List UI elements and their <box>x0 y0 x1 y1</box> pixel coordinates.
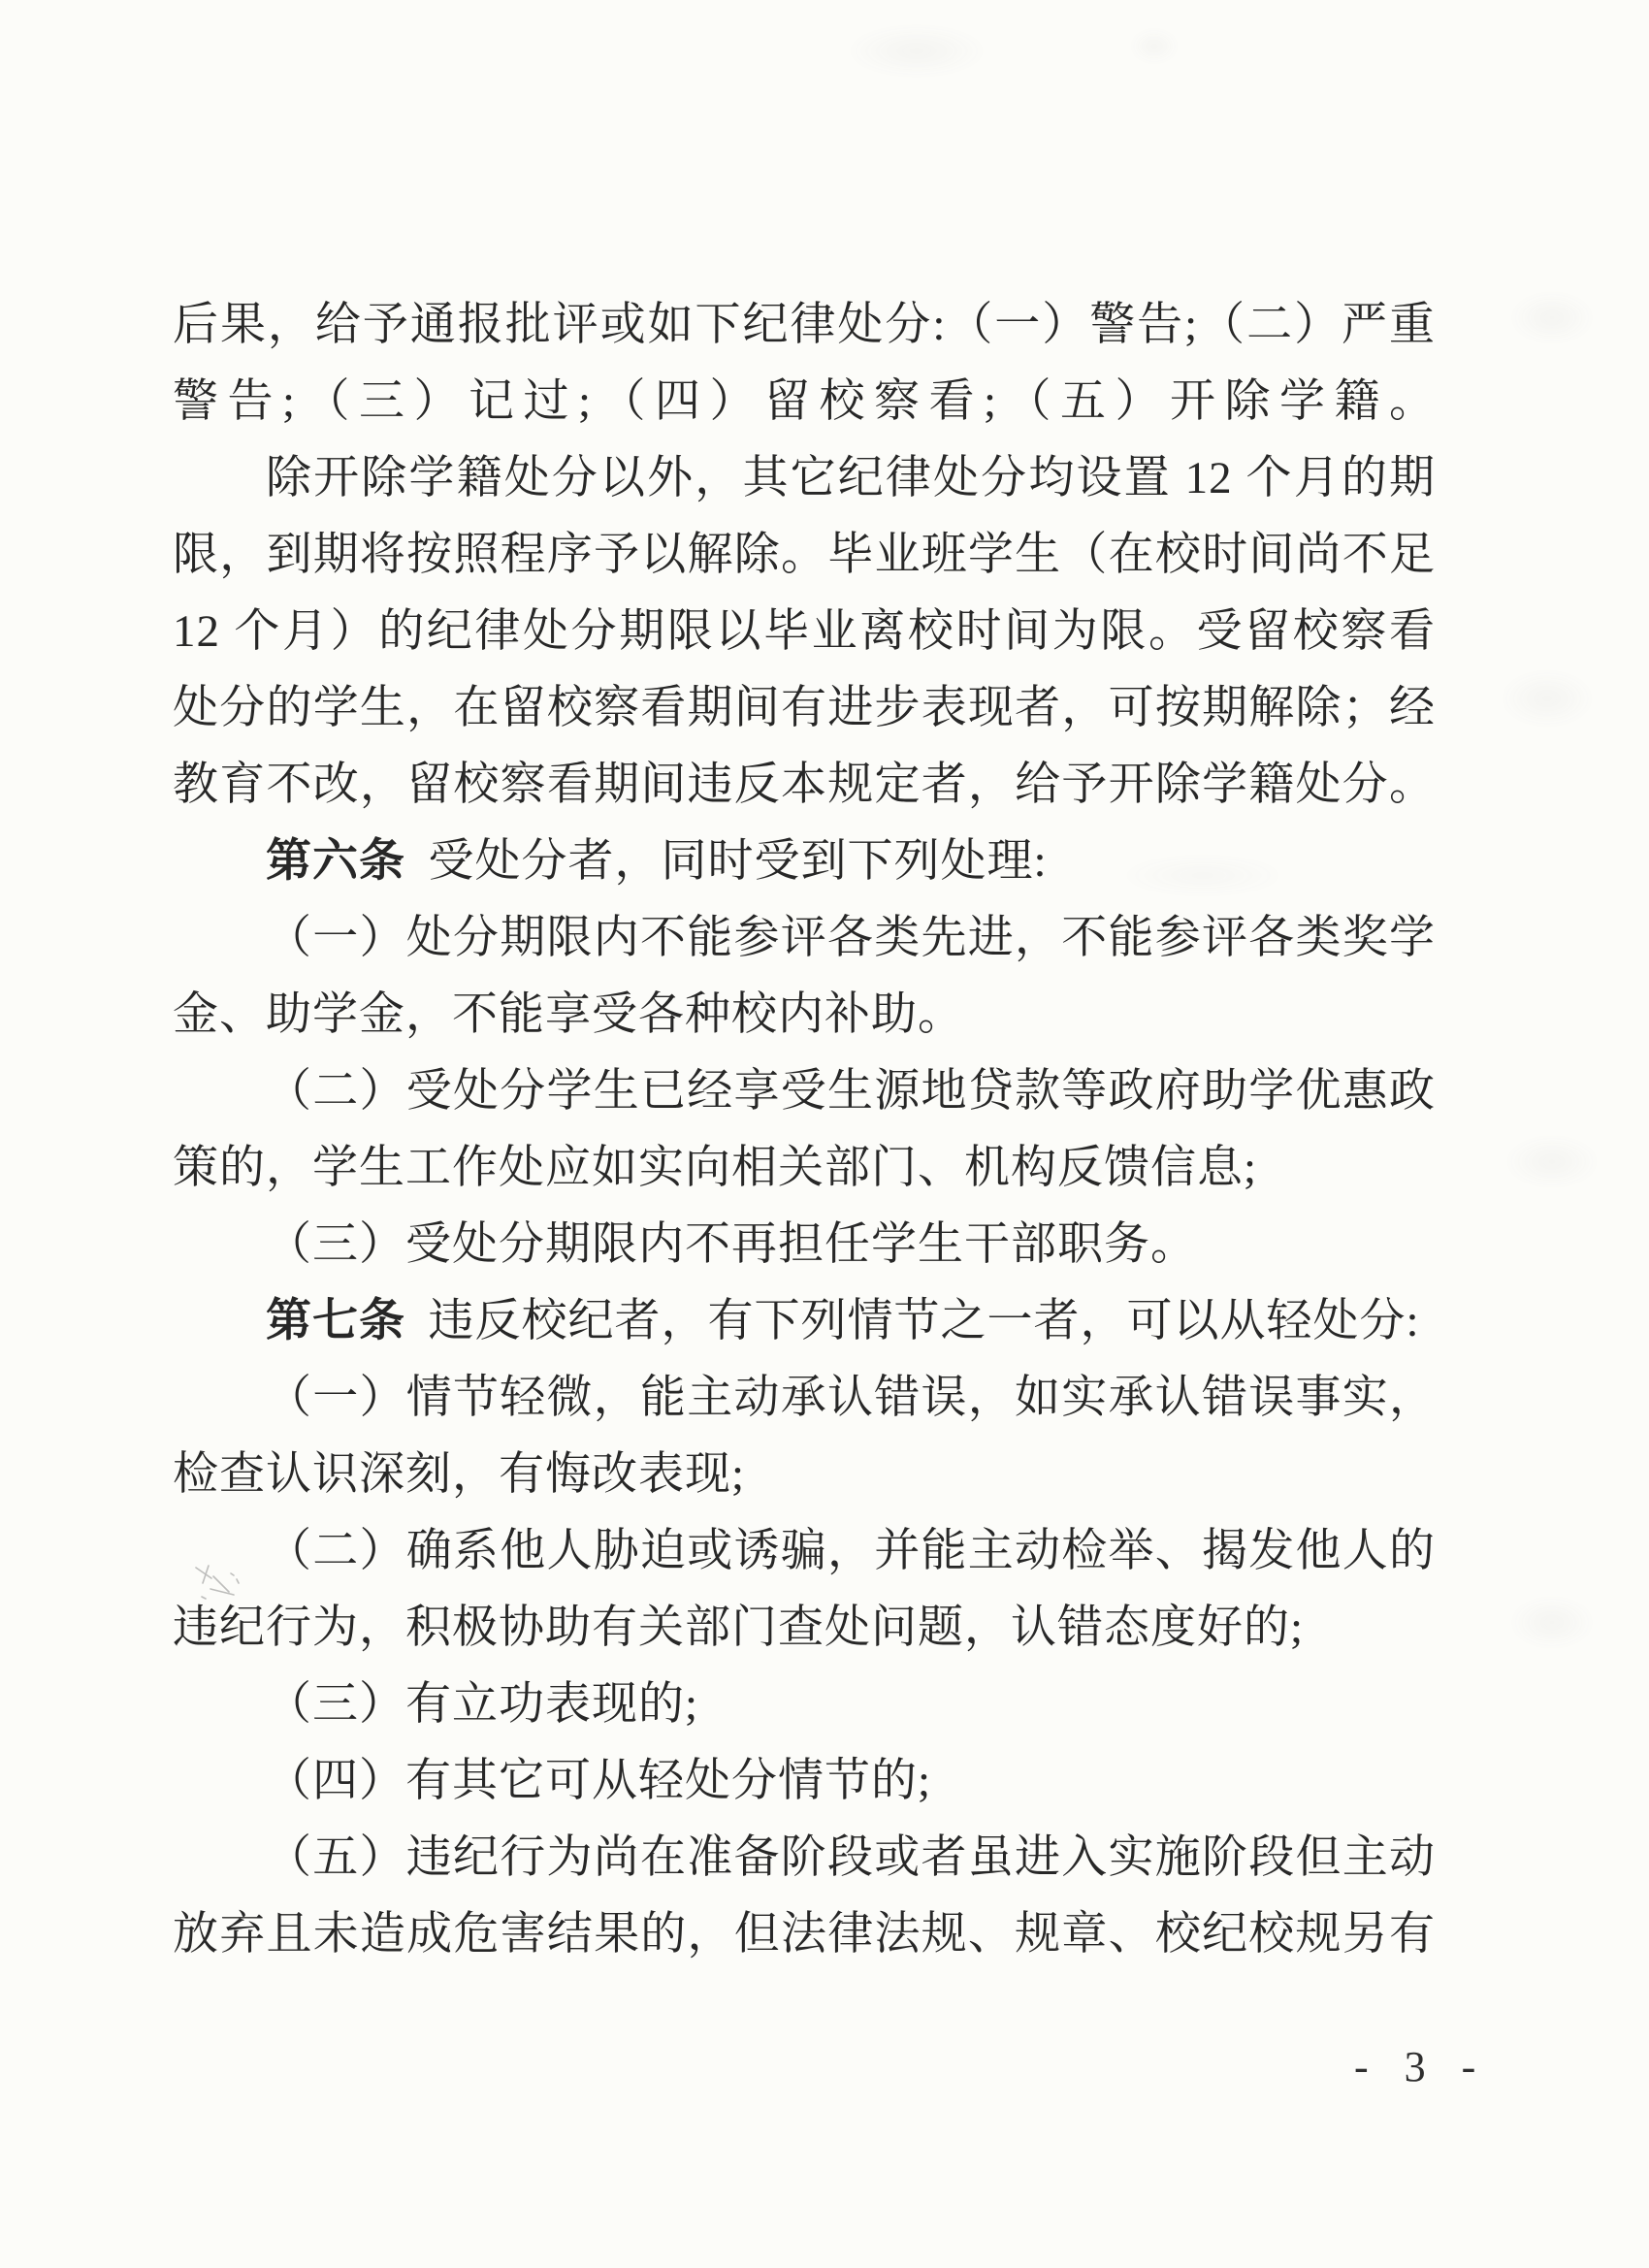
text-line <box>173 1360 1436 1437</box>
line-text: （五）违纪行为尚在准备阶段或者虽进入实施阶段但主动 <box>266 1832 1436 1883</box>
text-line <box>173 364 1436 440</box>
document-body <box>173 287 1436 1973</box>
line-text: 12 个月）的纪律处分期限以毕业离校时间为限。受留校察看 <box>173 606 1436 657</box>
text-line <box>173 900 1436 977</box>
line-text: （一）情节轻微，能主动承认错误，如实承认错误事实， <box>266 1373 1436 1423</box>
text-line <box>173 977 1436 1053</box>
text-line <box>173 1130 1436 1207</box>
text-line <box>173 747 1436 824</box>
text-line <box>173 1053 1436 1130</box>
line-text: 除开除学籍处分以外，其它纪律处分均设置 12 个月的期 <box>266 453 1436 503</box>
text-line <box>173 1590 1436 1667</box>
scan-artifact <box>1130 29 1179 63</box>
page-number: - 3 - <box>1354 2043 1486 2090</box>
line-text: （二）确系他人胁迫或诱骗，并能主动检举、揭发他人的 <box>266 1526 1436 1576</box>
line-text: 违纪行为，积极协助有关部门查处问题，认错态度好的; <box>173 1603 1305 1653</box>
text-line <box>173 594 1436 670</box>
text-line <box>173 287 1436 364</box>
line-text: （二）受处分学生已经享受生源地贷款等政府助学优惠政 <box>266 1066 1436 1117</box>
scan-artifact <box>1508 291 1596 344</box>
line-text: 限，到期将按照程序予以解除。毕业班学生（在校时间尚不足 <box>173 530 1436 580</box>
text-line <box>173 1207 1436 1283</box>
line-text: 警告;（三）记过;（四）留校察看;（五）开除学籍。 <box>173 376 1436 427</box>
text-line <box>173 1820 1436 1896</box>
line-text: 违反校纪者，有下列情节之一者，可以从轻处分: <box>428 1296 1420 1346</box>
text-line <box>173 670 1436 747</box>
text-line <box>173 1667 1436 1743</box>
article-number: 第七条 <box>266 1296 405 1346</box>
line-text: （一）处分期限内不能参评各类先进，不能参评各类奖学 <box>266 913 1436 963</box>
scan-artifact <box>1499 669 1596 728</box>
scan-artifact <box>1508 1596 1596 1649</box>
line-text: 金、助学金，不能享受各种校内补助。 <box>173 989 964 1040</box>
scan-artifact <box>1504 1135 1600 1188</box>
line-text: （三）有立功表现的; <box>266 1679 699 1730</box>
line-text: （四）有其它可从轻处分情节的; <box>266 1756 932 1806</box>
line-text: （三）受处分期限内不再担任学生干部职务。 <box>266 1219 1197 1270</box>
line-text: 受处分者，同时受到下列处理: <box>428 836 1048 887</box>
article-number: 第六条 <box>266 836 405 887</box>
text-line <box>173 1743 1436 1820</box>
text-line <box>173 517 1436 594</box>
line-text: 教育不改，留校察看期间违反本规定者，给予开除学籍处分。 <box>173 760 1436 810</box>
line-text: 检查认识深刻，有悔改表现; <box>173 1449 746 1500</box>
text-line <box>173 1513 1436 1590</box>
text-line-article-6 <box>173 824 1436 900</box>
line-text: 处分的学生，在留校察看期间有进步表现者，可按期解除；经 <box>173 683 1436 733</box>
text-line <box>173 440 1436 517</box>
line-text: 放弃且未造成危害结果的，但法律法规、规章、校纪校规另有 <box>173 1909 1436 1960</box>
text-line <box>173 1437 1436 1513</box>
text-line-article-7 <box>173 1283 1436 1360</box>
line-text: 后果，给予通报批评或如下纪律处分:（一）警告;（二）严重 <box>173 300 1436 350</box>
scan-artifact <box>844 24 989 78</box>
line-text: 策的，学生工作处应如实向相关部门、机构反馈信息; <box>173 1143 1258 1193</box>
text-line <box>173 1896 1436 1973</box>
